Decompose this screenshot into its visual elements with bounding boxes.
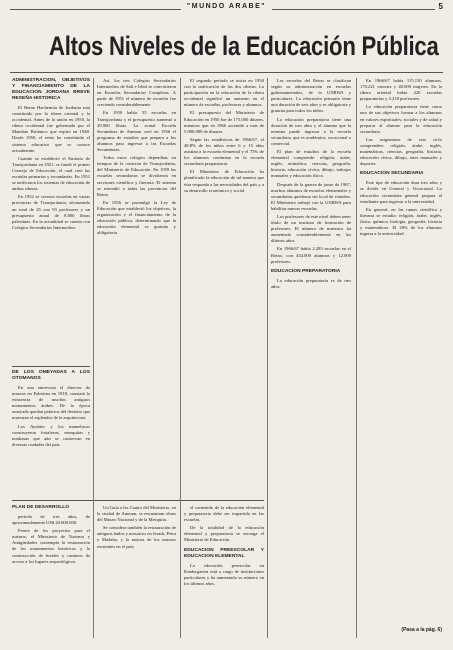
section-divider	[12, 366, 90, 367]
paragraph: Así, los tres Colegios Secundarios Intermedios de Salt e Irbid se convirtieron en Escuelas Secundarias Completas. A partir de 1951 el número de escuelas fue creciendo considerablemente.	[97, 78, 176, 108]
paragraph: De la totalidad de la educación elemental y preparatoria se encarga el Ministerio de Educación.	[184, 525, 264, 543]
column-rule	[267, 78, 268, 638]
paragraph: En 1956 se promulgó la Ley de Educación que estableció los objetivos, la organización y el financiamiento de la educación pública, determinando que la educación elemental es gratuita y obligatoria.	[97, 199, 176, 236]
paragraph: Las escuelas del Reino se clasifican según su administración en escuelas gubernamentales, de la UNRWA y particulares. La educación primaria tiene una duración de seis años y es obligatoria y gratuita para todos los niños.	[271, 78, 351, 114]
paragraph: Los Ayubíes y los mamelucos construyeron fortalezas, mezquitas y madrasas que aún se conservan en diversas ciudades del país.	[12, 423, 90, 447]
sidebar-omeyadas	[12, 370, 90, 500]
page-header	[10, 3, 443, 15]
paragraph: La educación preparatoria es de tres años.	[271, 277, 351, 289]
section-heading: PLAN DE DESARROLLO	[12, 505, 70, 510]
paragraph: Un Guía a las Cuatro del Ministerio, en la ciudad de Amman, se encuentran obras del Museo Nacional y de la Mezquita.	[97, 505, 176, 523]
section-heading: ADMINISTRACION, OBJETIVOS Y FINANCIAMIENTO DE LA EDUCACION JORDANA BREVE RESEÑA HISTORICA	[12, 78, 90, 101]
article-column-2	[97, 78, 176, 438]
article-column-3-lower	[184, 505, 264, 640]
paragraph: El Ministerio de Educación ha planificado la educación de tal manera que ésta responda a las necesidades del país y a su desarrollo económico y social.	[184, 169, 264, 193]
paragraph: En 1966/67 había 2.283 escuelas en el Reino, con 434.000 alumnos y 12.000 profesores.	[271, 246, 351, 264]
plan-desarrollo-cont	[97, 505, 176, 640]
article-column-3	[184, 78, 264, 440]
headline-rule	[10, 72, 443, 73]
subheading: EDUCACION PREPARATORIA	[271, 268, 341, 274]
paragraph: Después de la guerra de junio de 1967, muchos alumnos de escuelas elementales y secundarias quedaron sin local de estudios. El Ministerio trabajó con la UNRWA para habilitar nuevas escuelas.	[271, 181, 351, 211]
page-number: 5	[435, 2, 443, 11]
paragraph: La educación preparatoria tiene una duración de tres años y el alumno que la termina puede ingresar a la escuela secundaria, que es académica, vocacional o comercial.	[271, 116, 351, 146]
paragraph: El plan de estudios de la escuela elemental comprende: religión, árabe, inglés, aritmética, ciencias, geografía, historia, educación cívica, dibujo, trabajos manuales y educación física.	[271, 149, 351, 179]
subheading: EDUCACION PREESCOLAR Y EDUCACION ELEMENTAL	[184, 547, 264, 559]
column-rule	[180, 78, 181, 638]
paragraph: período de tres años, de aproximadamente US$ 20.000.000.	[12, 514, 90, 526]
paragraph: Se considera también la restauración de antiguos baños y mosaicos en Jerash, Petra y Madaba, y la mejora de los museos existentes en el país.	[97, 525, 176, 549]
headline: Altos Niveles de la Educación Pública	[48, 31, 439, 61]
paragraph: El presupuesto del Ministerio de Educación en 1950 fue de 175.000 dinares, mientras que en 1966 ascendió a más de 5.000.000 de dinares.	[184, 110, 264, 134]
column-rule	[93, 78, 94, 638]
paragraph: Según las estadísticas de 1966/67, el 48,8% de los niños entre 6 y 15 años asistían a la escuela elemental y el 75% de los alumnos continúan en la escuela secundaria preparatoria.	[184, 136, 264, 167]
paragraph: El Reino Hachemita de Jordania está constituido por la ribera oriental y la occidental. Antes de la unión en 1950, la ribera occidental fue gobernada por el Mandato Británico que expiró en 1948. Desde 1950, el reino ha constituido el sistema educativo que se conoce actualmente.	[12, 105, 90, 153]
article-column-1	[12, 78, 90, 364]
article-column-4	[271, 78, 351, 638]
paragraph: Frente de los proyectos para el turismo, el Ministerio de Turismo y Antigüedades contempla la restauración de los monumentos históricos y la construcción de hoteles y caminos de acceso a los lugares arqueológicos.	[12, 528, 90, 564]
paragraph: Este tipo de educación dura tres años y se divide en General y Vocacional. La educación secundaria general prepara al estudiante para ingresar a la universidad.	[360, 180, 442, 204]
section-divider	[12, 500, 264, 501]
plan-desarrollo	[12, 505, 90, 640]
paragraph: En general, en las ramas científica y literaria se estudia: religión, árabe, inglés, física, química, biología, geografía, historia y matemáticas. El 20% de los alumnos ingresa a la universidad.	[360, 206, 442, 237]
paragraph: En 1966/67 había 115.150 alumnos, 170.221 varones y 40.000 mujeres. En la ribera oriental había 420 escuelas preparatorias y 3.218 profesores.	[360, 78, 442, 102]
paragraph: Todos estos colegios dependían, en tiempos de la creación de Transjordania, del Ministerio de Educación. En 1959 las escuelas secundarias se dividieron en secciones científica y literaria. El sistema se extendió a todas las provincias del Reino.	[97, 155, 176, 197]
publication-name: "MUNDO ARABE"	[181, 3, 272, 10]
paragraph: El segundo período se inicia en 1950 con la unificación de las dos riberas. La participación en la educación de la ribera occidental significó un aumento en el número de escuelas, profesores y alumnos.	[184, 78, 264, 108]
paragraph: La educación preparatoria tiene como uno de sus objetivos formar a los alumnos en valores espirituales, sociales y de salud y preparar al alumno para la educación secundaria.	[360, 104, 442, 134]
article-column-5	[360, 78, 442, 623]
paragraph: En una entrevista el director de museos en Palestina en 1918, constató la existencia de muchos antiguos monumentos árabes. De la época omeyada quedan palacios del desierto que muestran el esplendor de la arquitectura.	[12, 385, 90, 421]
paragraph: Los profesores de este nivel deben tener título de un instituto de formación de profesores. El número de maestros ha aumentado considerablemente en los últimos años.	[271, 213, 351, 244]
continued-note: (Pasa a la pág. 6)	[401, 627, 442, 633]
paragraph: En 1950 había 55 escuelas en Transjordania y el presupuesto aumentó a 29.000 libras. La actual Escuela Secundaria de Amman creó en 1956 el programa de estudios que prepara a los alumnos para ingresar a las Escuelas Secundarias.	[97, 110, 176, 153]
section-heading: DE LOS OMEYADAS A LOS OTOMANOS	[12, 370, 90, 381]
paragraph: En 1952 se crearon escuelas en varias provincias de Transjordania, alcanzando un total de 25 con 93 profesores y un presupuesto anual de 8.000 libras palestinas. En la actualidad se cuenta con Colegios Secundarios Intermedios.	[12, 194, 90, 230]
paragraph: Las asignaturas de este ciclo comprenden: religión, árabe, inglés, matemáticas, ciencias, geografía, historia, educación cívica, dibujo, artes manuales y deportes.	[360, 136, 442, 167]
paragraph: el contenido de la educación elemental y preparatoria debe ser impartida en las escuelas.	[184, 505, 264, 523]
subheading: EDUCACION SECUNDARIA	[360, 171, 424, 177]
paragraph: La educación preescolar en Kindergarten está a cargo de instituciones particulares y ha aumentado su número en los últimos años.	[184, 562, 264, 586]
paragraph: Cuando se estableció el Emirato de Transjordania en 1921, se fundó el primer Consejo de Educación, el cual creó las escuelas primarias y secundarias. En 1951 se unificaron los sistemas de educación de ambas riberas.	[12, 155, 90, 192]
column-rule	[356, 78, 357, 638]
